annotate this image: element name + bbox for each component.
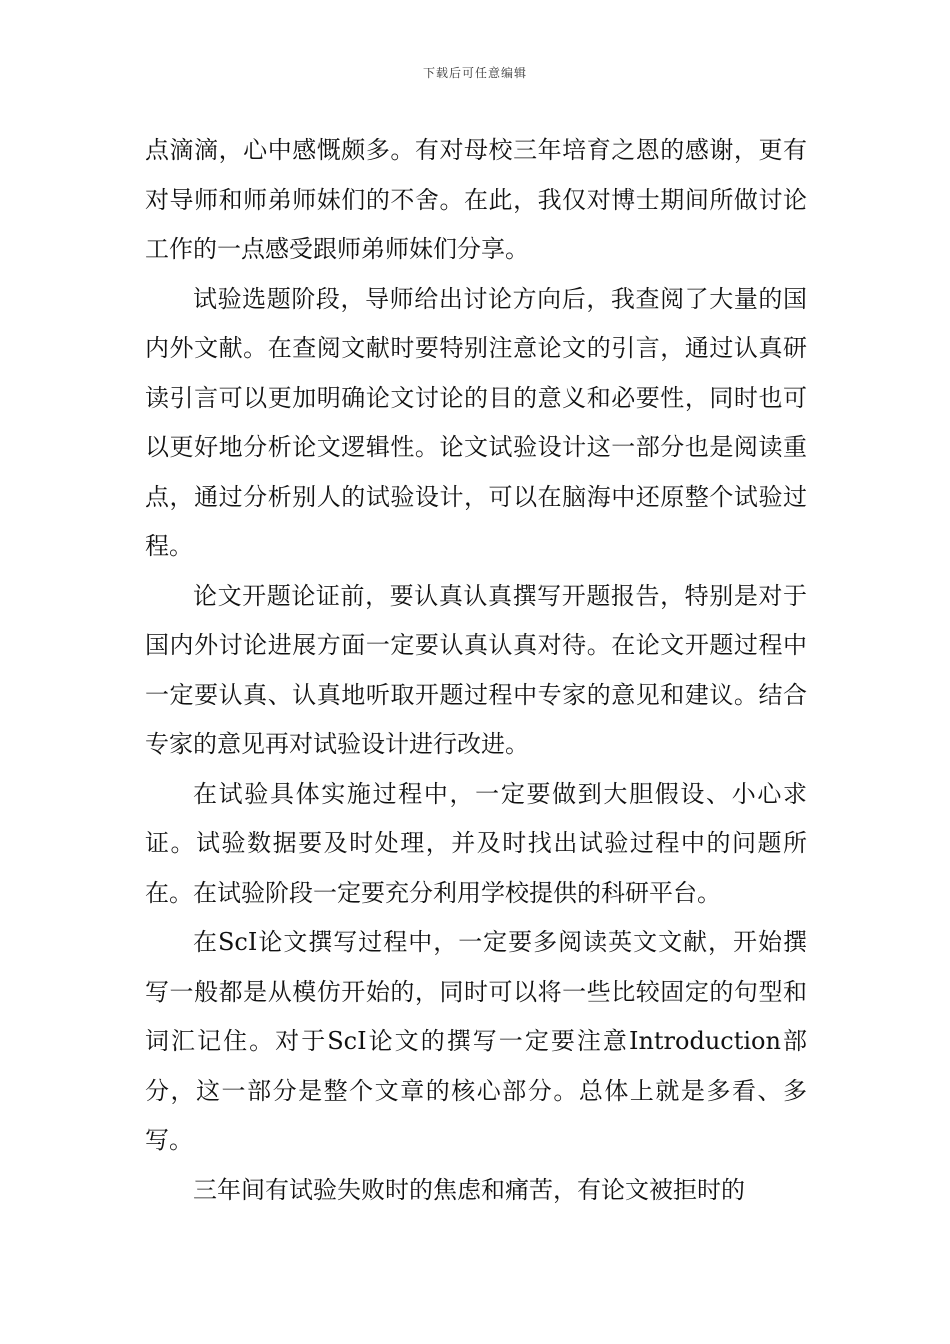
- download-note: 下载后可任意编辑: [422, 66, 527, 80]
- document-body: [145, 126, 807, 1215]
- paragraph-experiment: 在试验具体实施过程中，一定要做到大胆假设、小心求证。试验数据要及时处理，并及时找出试验过程中的问题所在。在试验阶段一定要充分利用学校提供的科研平台。: [145, 779, 807, 907]
- paragraph-continued: 点滴滴，心中感慨颇多。有对母校三年培育之恩的感谢，更有对导师和师弟师妹们的不舍。在此，我仅对博士期间所做讨论工作的一点感受跟师弟师妹们分享。: [145, 136, 807, 263]
- paragraph-three-years: 三年间有试验失败时的焦虑和痛苦，有论文被拒时的: [193, 1175, 745, 1204]
- paragraph-proposal: 论文开题论证前，要认真认真撰写开题报告，特别是对于国内外讨论进展方面一定要认真认真对待。在论文开题过程中一定要认真、认真地听取开题过程中专家的意见和建议。结合专家的意见再对试验设计进行改进。: [145, 581, 807, 758]
- paragraph-sci-writing: 在ScI论文撰写过程中，一定要多阅读英文文献，开始撰写一般都是从模仿开始的，同时可以将一些比较固定的句型和词汇记住。对于ScI论文的撰写一定要注意Introduction部分，这一部分是整个文章的核心部分。总体上就是多看、多写。: [145, 928, 807, 1154]
- paragraph-topic-selection: 试验选题阶段，导师给出讨论方向后，我查阅了大量的国内外文献。在查阅文献时要特别注意论文的引言，通过认真研读引言可以更加明确论文讨论的目的意义和必要性，同时也可以更好地分析论文逻辑性。论文试验设计这一部分也是阅读重点，通过分析别人的试验设计，可以在脑海中还原整个试验过程。: [145, 284, 807, 560]
